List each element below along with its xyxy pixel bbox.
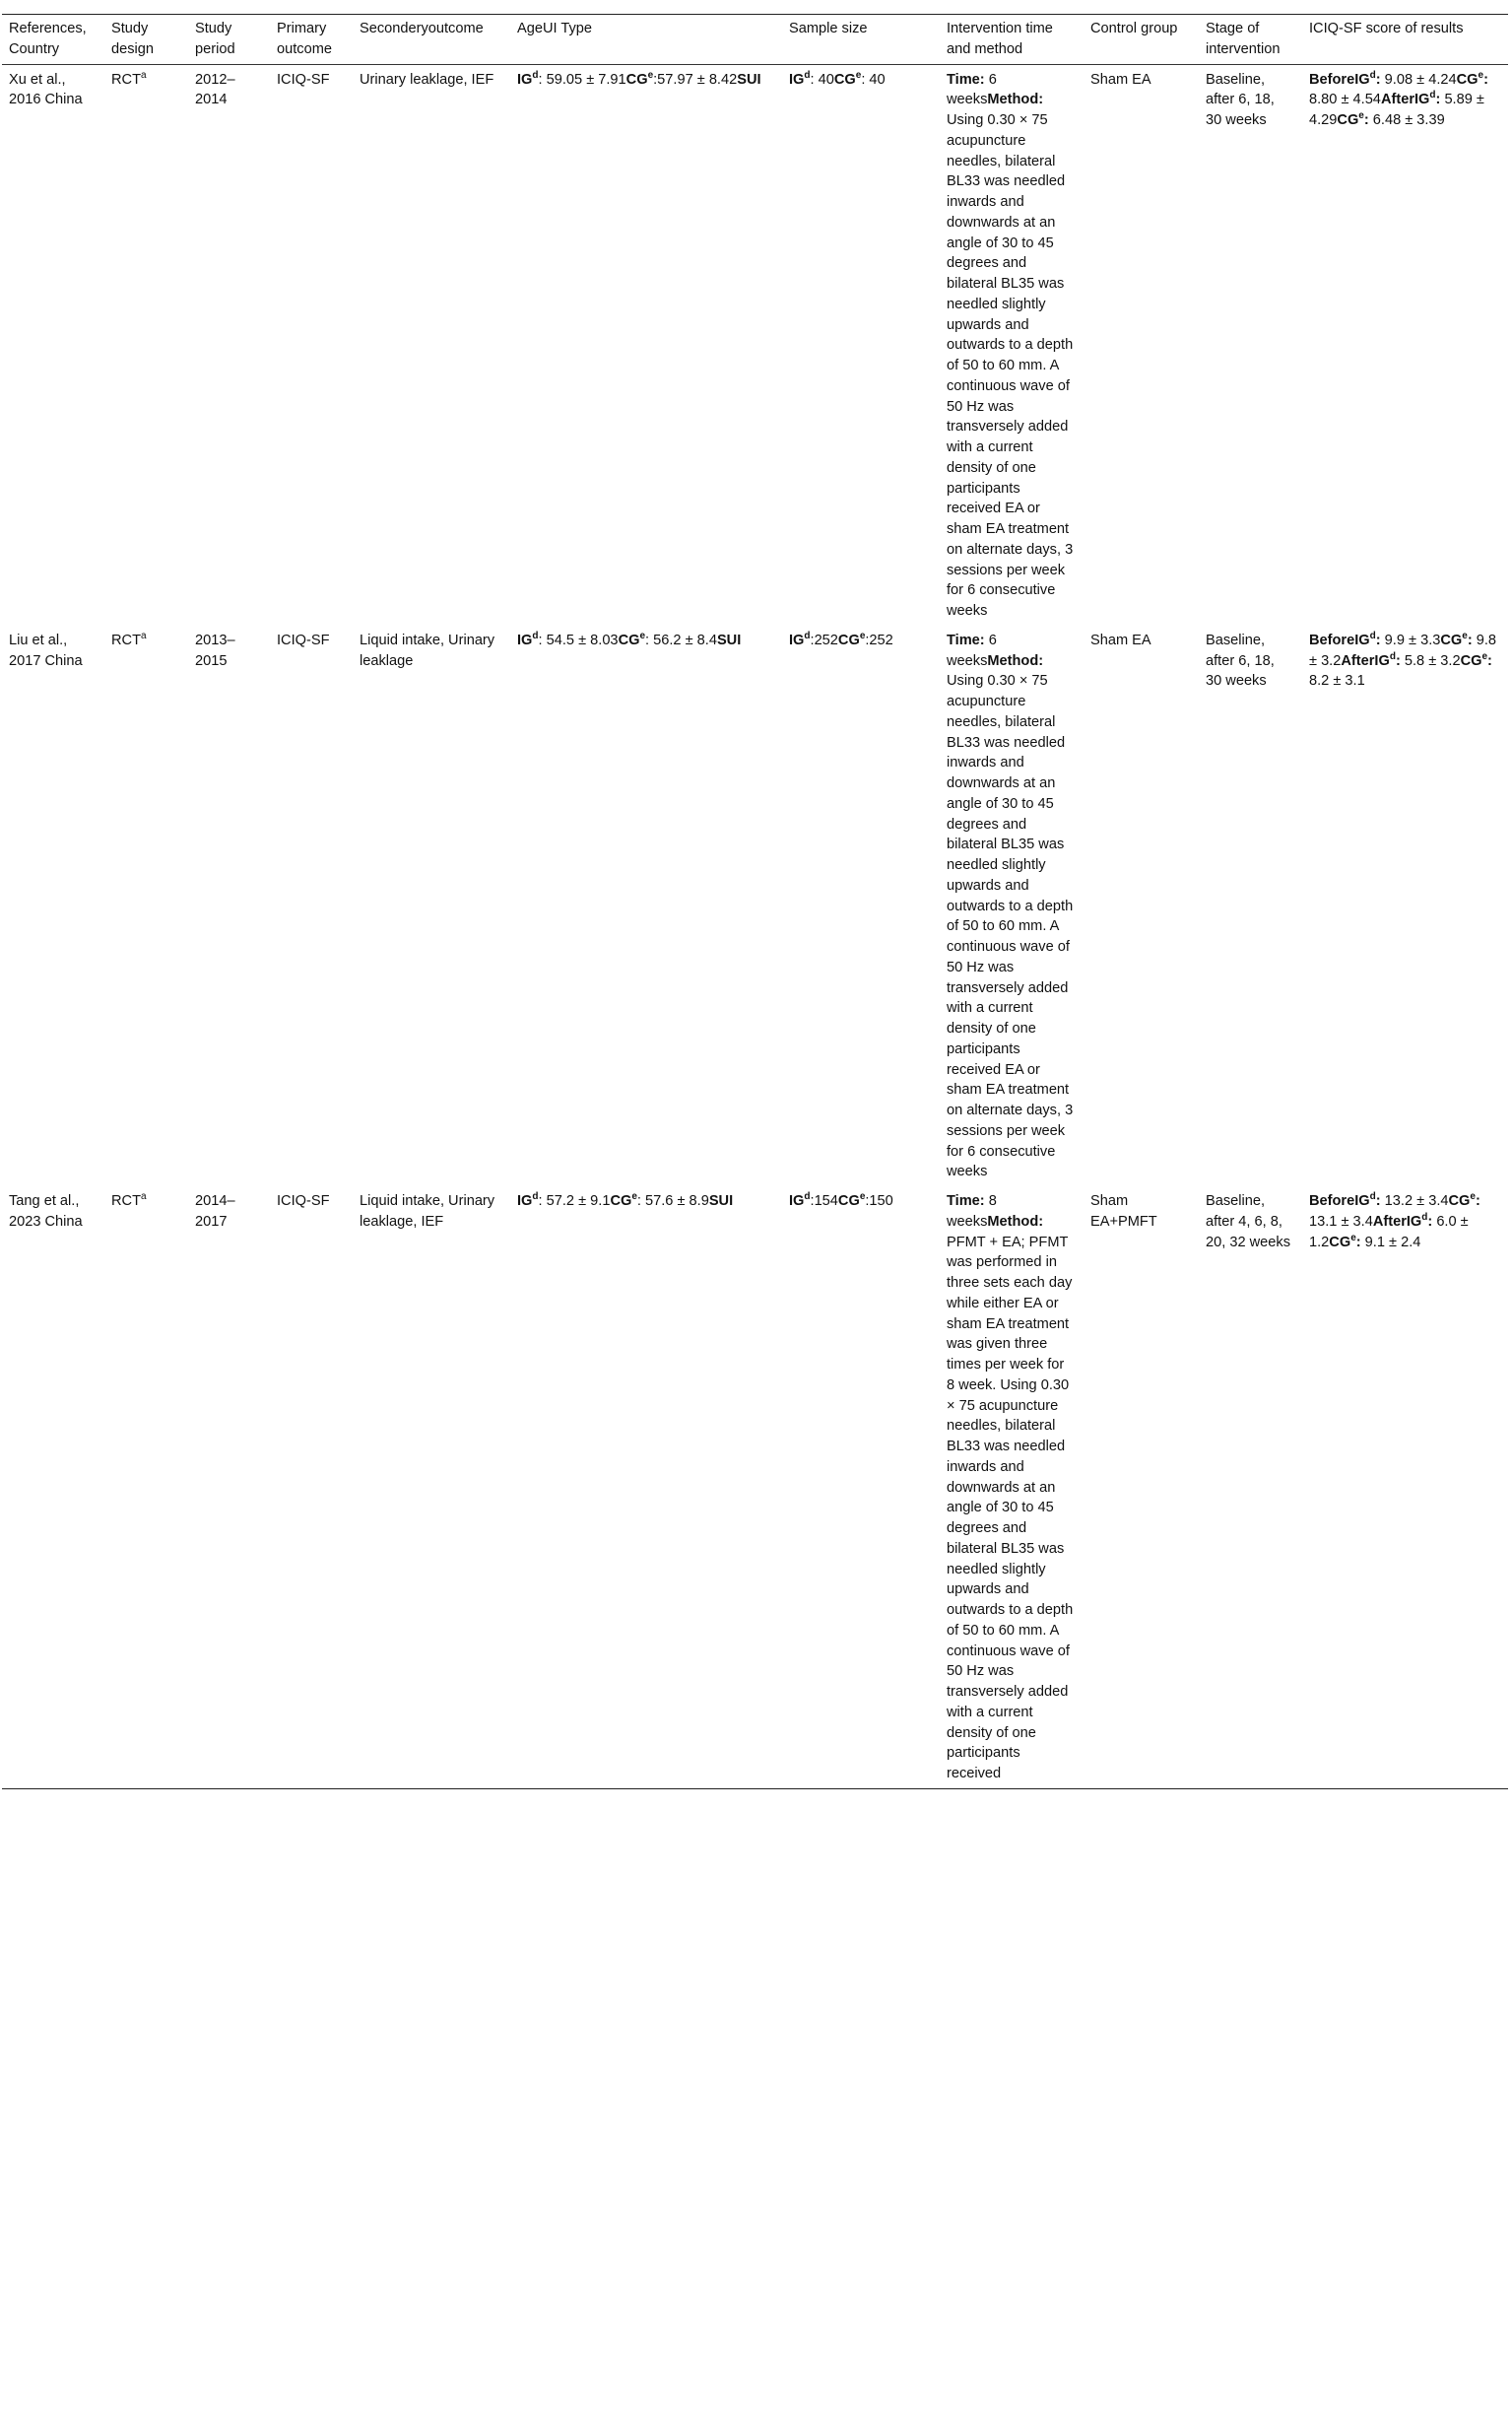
- cell-stage: Baseline, after 6, 18, 30 weeks: [1206, 71, 1275, 128]
- header-age-ui-type: AgeUI Type: [517, 21, 592, 36]
- cell-intervention: Time: 6 weeksMethod: Using 0.30 × 75 acupuncture needles, bilateral BL33 was needled inwards and downwards at an angle of 30 to 45 degrees and bilateral BL35 was needled slightly upwards and outwards to a depth of 50 to 60 mm. A continuous wave of 50 Hz was transversely added with a current density of one participants received EA or sham EA treatment on alternate days, 3 sessions per week for 6 consecutive weeks: [947, 71, 1074, 619]
- header-stage: Stage of intervention: [1206, 21, 1281, 57]
- cell-control: Sham EA+PMFT: [1090, 1193, 1157, 1230]
- header-row: [2, 15, 1508, 65]
- cell-reference: Liu et al., 2017 China: [9, 632, 83, 669]
- header-references: References, Country: [9, 21, 87, 57]
- header-secondary-outcome: Seconderyoutcome: [360, 21, 484, 36]
- cell-design: RCT$^a$: [111, 1191, 147, 1209]
- header-control-group: Control group: [1090, 21, 1178, 36]
- cell-primary: ICIQ-SF: [277, 71, 330, 88]
- table-row: [2, 64, 1508, 626]
- cell-control: Sham EA: [1090, 71, 1151, 88]
- cell-stage: Baseline, after 4, 6, 8, 20, 32 weeks: [1206, 1193, 1290, 1250]
- cell-age-type: $IG^d$: $54.5 \pm 8.03CG^e$: 56.2 ± 8.4SUI: [517, 630, 742, 648]
- cell-reference: Tang et al., 2023 China: [9, 1193, 83, 1230]
- cell-sample-size: $IG^d:154CG^e:150$: [789, 1191, 893, 1209]
- header-iciq-score: ICIQ-SF score of results: [1309, 21, 1464, 36]
- cell-age-type: $IG^d$: $57.2 \pm 9.1CG^e$: 57.6 ± 8.9SUI: [517, 1191, 734, 1209]
- cell-primary: ICIQ-SF: [277, 1193, 330, 1209]
- header-study-design: Study design: [111, 21, 155, 57]
- cell-primary: ICIQ-SF: [277, 632, 330, 648]
- cell-control: Sham EA: [1090, 632, 1151, 648]
- cell-period: 2012–2014: [195, 71, 235, 108]
- cell-period: 2013–2015: [195, 632, 235, 669]
- table-row: [2, 626, 1508, 1186]
- cell-period: 2014–2017: [195, 1193, 235, 1230]
- cell-secondary: Liquid intake, Urinary leaklage: [360, 632, 495, 669]
- header-primary-outcome: Primary outcome: [277, 21, 332, 57]
- cell-iciq-score: BeforeIG$^d$: $9.08 \pm 4.24CG^e$: 8.80 ± 4.54AfterIG$^d$: $5.89 \pm 4.29CG^e$: 6.48 ± 3.39: [1309, 69, 1488, 128]
- cell-design: RCT$^a$: [111, 69, 147, 88]
- header-intervention: Intervention time and method: [947, 21, 1053, 57]
- cell-secondary: Urinary leaklage, IEF: [360, 71, 494, 88]
- cell-sample-size: $IG^d$: $40CG^e$: 40: [789, 69, 886, 88]
- cell-intervention: Time: 6 weeksMethod: Using 0.30 × 75 acupuncture needles, bilateral BL33 was needled inwards and downwards at an angle of 30 to 45 degrees and bilateral BL35 was needled slightly upwards and outwards to a depth of 50 to 60 mm. A continuous wave of 50 Hz was transversely added with a current density of one participants received EA or sham EA treatment on alternate days, 3 sessions per week for 6 consecutive weeks: [947, 632, 1074, 1180]
- table-row: [2, 1186, 1508, 1788]
- cell-design: RCT$^a$: [111, 630, 147, 648]
- cell-secondary: Liquid intake, Urinary leaklage, IEF: [360, 1193, 495, 1230]
- cell-reference: Xu et al., 2016 China: [9, 71, 83, 108]
- cell-age-type: $IG^d$: $59.05 \pm 7.91CG^e:57.97 \pm 8.42SUI$: [517, 69, 761, 88]
- header-study-period: Study period: [195, 21, 235, 57]
- cell-sample-size: $IG^d:252CG^e:252$: [789, 630, 893, 648]
- cell-intervention: Time: 8 weeksMethod: PFMT + EA; PFMT was performed in three sets each day while either EA or sham EA treatment was given three times per week for 8 week. Using 0.30 × 75 acupuncture needles, bilateral BL33 was needled inwards and downwards at an angle of 30 to 45 degrees and bilateral BL35 was needled slightly upwards and outwards to a depth of 50 to 60 mm. A continuous wave of 50 Hz was transversely added with a current density of one participants received: [947, 1193, 1074, 1781]
- cell-iciq-score: BeforeIG$^d$: $13.2 \pm 3.4CG^e$: 13.1 ± 3.4AfterIG$^d$: $6.0 \pm 1.2CG^e$: 9.1 ± 2.4: [1309, 1191, 1480, 1250]
- studies-table: [2, 14, 1508, 1789]
- cell-iciq-score: BeforeIG$^d$: $9.9 \pm 3.3CG^e$: 9.8 ± 3.2AfterIG$^d$: $5.8 \pm 3.2CG^e$: 8.2 ± 3.1: [1309, 630, 1497, 690]
- cell-stage: Baseline, after 6, 18, 30 weeks: [1206, 632, 1275, 690]
- header-sample-size: Sample size: [789, 21, 868, 36]
